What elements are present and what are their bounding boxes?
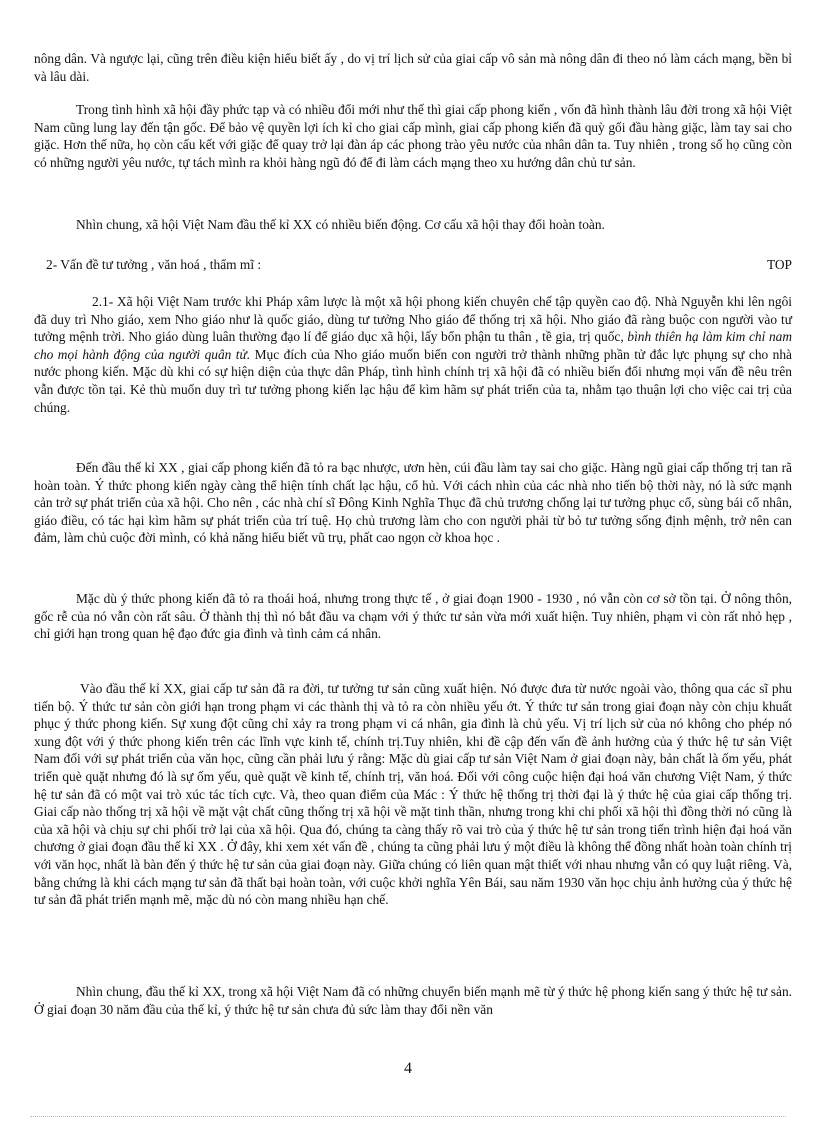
paragraph-6: Mặc dù ý thức phong kiến đã tỏ ra thoái hoá, nhưng trong thực tế , ở giai đoạn 1900 - 1930 , nó vẫn còn cơ sở tồn tại. Ở nông thôn, gốc rễ của nó vẫn còn rất sâu. Ở thành thị thì nó bắt đầu va chạm với ý thức tư sản vừa mới xuất hiện. Tuy nhiên, phạm vi còn rất nhỏ hẹp , chỉ giới hạn trong quan hệ đạo đức gia đình và tình cảm cá nhân. [34, 591, 792, 642]
paragraph-7: Vào đầu thế kỉ XX, giai cấp tư sản đã ra đời, tư tưởng tư sản cũng xuất hiện. Nó được đưa từ nước ngoài vào, thông qua các sĩ phu tiến bộ. Ý thức tư sản còn giới hạn trong phạm vi các thành thị và tỏ ra còn nhiều yếu ớt. Ý thức tư sản trong giai đoạn này còn chịu khuất phục ý thức phong kiến. Sự xung đột cũng chỉ xảy ra trong phạm vi cá nhân, gia đình là chủ yếu. Vị trí lịch sử của nó không cho phép nó xung đột với ý thức phong kiến trên các lĩnh vực kinh tế, chính trị.Tuy nhiên, khi đề cập đến vấn đề ảnh hưởng của ý thức hệ tư sản Việt Nam đối với sự phát triển của văn học, cũng cần phải lưu ý rằng: Mặc dù giai cấp tư sản Việt Nam ở giai đoạn này, bản chất là ốm yếu, phát triển què quặt nhưng đó là sự ốm yếu, què quặt về kinh tế, chính trị, văn hoá. Đối với công cuộc hiện đại hoá văn chương Việt Nam, ý thức hệ tư sản đã có một vai trò xúc tác tích cực. Và, theo quan điểm của Mác : Ý thức hệ thống trị thời đại là ý thức hệ của giai cấp thống trị. Giai cấp nào thống trị xã hội về mặt vật chất cũng thống trị xã hội về mặt tinh thần, nhưng trong khi chi phối xã hội thì đồng thời nó cũng là của xã hội và chịu sự chi phối trở lại của xã hội. Qua đó, chúng ta càng thấy rõ vai trò của ý thức hệ tư sản trong tiến trình hiện đại hoá văn chương ở giai đoạn đầu thế kỉ XX . Ở đây, khi xem xét vấn đề , chúng ta cũng phải lưu ý một điều là không thể đồng nhất hoàn toàn chính trị với văn học, nhất là bàn đến ý thức hệ tư sản của giai đoạn này. Giữa chúng có liên quan mật thiết với nhau nhưng vẫn có quy luật riêng. Và, bằng chứng là khi cách mạng tư sản đã thất bại hoàn toàn, với cuộc khởi nghĩa Yên Bái, sau năm 1930 văn học chịu ảnh hưởng của ý thức hệ tư sản đã phát triển mạnh mẽ, mặc dù nó còn mang nhiều hạn chế. [34, 681, 792, 908]
page-number: 4 [404, 1060, 412, 1077]
paragraph-2-1 [34, 293, 792, 416]
section-heading-row [46, 256, 792, 274]
top-link[interactable]: TOP [766, 257, 792, 272]
footer-divider [30, 1116, 786, 1117]
paragraph-8: Nhìn chung, đầu thế kỉ XX, trong xã hội Việt Nam đã có những chuyển biến mạnh mẽ từ ý thức hệ phong kiến sang ý thức hệ tư sản. Ở giai đoạn 30 năm đầu của thế kỉ, ý thức hệ tư sản chưa đủ sức làm thay đổi nền văn [34, 984, 792, 1017]
paragraph-5: Đến đầu thế kỉ XX , giai cấp phong kiến đã tỏ ra bạc nhược, ươn hèn, cúi đầu làm tay sai cho giặc. Hàng ngũ giai cấp thống trị tan rã hoàn toàn. Ý thức phong kiến ngày càng thể hiện tính chất lạc hậu, cổ hủ. Với cách nhìn của các nhà nho tiến bộ thời này, nó là sức mạnh cản trở sự phát triển của xã hội. Cho nên , các nhà chí sĩ Đông Kinh Nghĩa Thục đã chủ trương chống lại tư tưởng phục cổ, sùng bái cổ nhân, giáo điều, có tác hại kìm hãm sự phát triển của trí tuệ. Họ chủ trương làm cho con người phải từ bỏ tư tưởng sống định mệnh, trở nên can đảm, làm chủ cuộc đời mình, có khả năng hiểu biết vũ trụ, phất cao ngọn cờ khoa học . [34, 460, 792, 546]
paragraph-2-1-text-b: Mục đích của Nho giáo muốn biến con người trở thành những phần tử đắc lực phụng sự cho nhà nước phong kiến. Mặc dù khi có sự hiện diện của thực dân Pháp, tình hình chính trị xã hội đã có nhiều biến đổi nhưng mọi vấn đề nêu trên vẫn được tồn tại. Kẻ thù muốn duy trì tư tưởng phong kiến lạc hậu để kìm hãm sự phát triển của ta, nhằm tạo thuận lợi cho việc cai trị của chúng. [34, 346, 792, 415]
paragraph-2-1-text-a: 2.1- Xã hội Việt Nam trước khi Pháp xâm lược là một xã hội phong kiến chuyên chế tập quyền cao độ. Nhà Nguyễn khi lên ngôi đã duy trì Nho giáo, xem Nho giáo như là quốc giáo, dùng tư tưởng Nho giáo để thống trị xã hội. Nho giáo đã ràng buộc con người vào tư tưởng mệnh trời. Nho giáo dùng luân thường đạo lí để giáo dục xã hội, lấy bổn phận tu thân , tề gia, trị quốc, [34, 294, 792, 345]
paragraph-3: Nhìn chung, xã hội Việt Nam đầu thế kỉ XX có nhiều biến động. Cơ cấu xã hội thay đổi hoàn toàn. [76, 217, 605, 232]
paragraph-2-1-italic: bình thiên hạ làm kim chỉ nam cho mọi hành động của người quân tử. [34, 329, 793, 362]
paragraph-2: Trong tình hình xã hội đầy phức tạp và có nhiều đổi mới như thế thì giai cấp phong kiến , vốn đã hình thành lâu đời trong xã hội Việt Nam cũng lung lay đến tận gốc. Để bảo vệ quyền lợi ích kỉ cho giai cấp mình, giai cấp phong kiến đã quỳ gối đầu hàng giặc, làm tay sai cho giặc. Hơn thế nữa, họ còn cấu kết với giặc để quay trở lại đàn áp các phong trào yêu nước của nhân dân ta. Tuy nhiên , trong số họ cũng còn có những người yêu nước, tự tách mình ra khỏi hàng ngũ đó để đi làm cách mạng theo xu hướng dân chủ tư sản. [34, 102, 792, 170]
section-heading: 2- Vấn đề tư tưởng , văn hoá , thẩm mĩ : [46, 257, 262, 272]
paragraph-1: nông dân. Và ngược lại, cũng trên điều kiện hiểu biết ấy , do vị trí lịch sử của giai cấp vô sản mà nông dân đi theo nó làm cách mạng, bền bỉ và lâu dài. [34, 51, 792, 84]
